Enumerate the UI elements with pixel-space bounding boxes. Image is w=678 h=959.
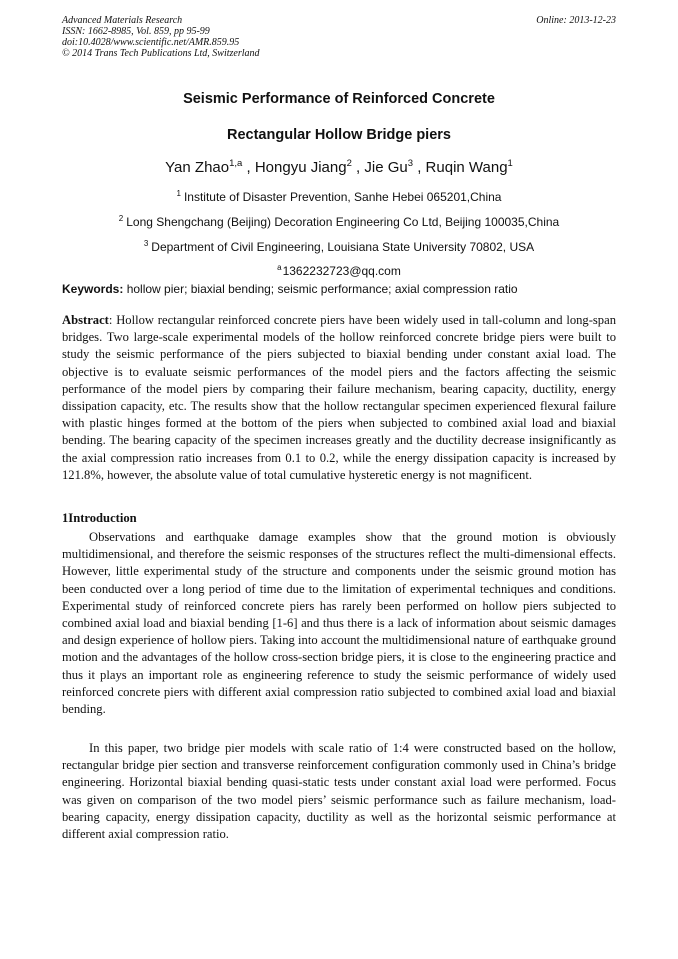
keywords-label: Keywords: <box>62 282 124 296</box>
keywords-text: hollow pier; biaxial bending; seismic performance; axial compression ratio <box>126 282 518 296</box>
section-heading-introduction: 1Introduction <box>62 511 137 525</box>
paper-title-line-2: Rectangular Hollow Bridge piers <box>227 127 451 143</box>
introduction-paragraph-2: In this paper, two bridge pier models with scale ratio of 1:4 were constructed based on the hollow, rectangular bridge pier section and transverse reinforcement configuration commonly used in China’s bridge engineering. Horizontal biaxial bending quasi-static tests under constant axial load were performed. Focus was given on comparison of the two model piers’ seismic performance such as failure mechanism, load-bearing capacity, energy dissipation capacity, ductility as well as the horizontal seismic performance at different axial compression ratio. <box>62 741 616 842</box>
affiliation-marker: 3 <box>143 239 149 248</box>
abstract <box>62 312 616 484</box>
affiliation-text: Long Shengchang (Beijing) Decoration Engineering Co Ltd, Beijing 100035,China <box>126 215 560 229</box>
affiliation-marker: 2 <box>118 214 124 223</box>
keywords <box>62 282 518 296</box>
affiliation-3 <box>0 240 678 254</box>
abstract-text: : Hollow rectangular reinforced concrete piers have been widely used in tall-column and long-span bridges. Two large-scale experimental models of the hollow reinforced concrete bridge piers were built to study the seismic performance of the piers subjected to biaxial bending under constant axial load. The objective is to evaluate seismic performances of the model piers and the factors affecting the seismic performance of the model piers by comparing their failure mechanism, bearing capacity, ductility, energy dissipation capacity, etc. The results show that the hollow rectangular specimen experienced flexural failure with plastic hinges formed at the bottom of the piers when subjected to combined axial load and biaxial bending. The bearing capacity of the specimen increases greatly and the ductility decrease insignificantly as the axial compression ratio increases from 0.1 to 0.2, while the energy dissipation capacity is increased by 121.8%, however, the absolute value of total cumulative hysteretic energy is not magnificent. <box>62 313 616 482</box>
abstract-label: Abstract <box>62 313 109 327</box>
author-affiliation-marker: 2 <box>346 158 352 169</box>
author-name: Hongyu Jiang <box>254 159 347 176</box>
online-date: Online: 2013-12-23 <box>536 15 616 26</box>
author-name: Yan Zhao <box>165 159 230 176</box>
email-text: 1362232723@qq.com <box>282 264 401 278</box>
issn-line: ISSN: 1662-8985, Vol. 859, pp 95-99 <box>62 26 210 37</box>
doi-line: doi:10.4028/www.scientific.net/AMR.859.95 <box>62 37 240 48</box>
affiliation-marker: 1 <box>176 189 181 198</box>
author-email <box>0 264 678 278</box>
author-name: Ruqin Wang <box>425 159 508 176</box>
author-name: Jie Gu <box>364 159 408 176</box>
author-list: Yan Zhao$^{1,a}$ , Hongyu Jiang$^2$ , Jie Gu$^3$ , Ruqin Wang$^1$ <box>165 158 513 176</box>
author-affiliation-marker: 3 <box>407 158 414 169</box>
introduction-paragraph-1: Observations and earthquake damage examples show that the ground motion is obviously multidimensional, and therefore the seismic responses of the structures reflect the multi-dimensional effects. However, little experimental study of the structure and components under the seismic ground motion has been conducted over a long period of time due to the limitation of experimental techniques and conditions. Experimental study of reinforced concrete piers has rarely been performed on hollow piers subjected to combined axial load and biaxial bending [1-6] and thus there is a lack of information about seismic damages and design experience of hollow piers. Taking into account the multidimensional nature of earthquake ground motion and the advantages of the hollow cross-section bridge piers, it is close to the engineering practice and thus it plays an important role as engineering reference to study the seismic performance of widely used reinforced concrete piers with different axial compression ratio subjected to combined axial load and biaxial bending. <box>62 530 616 717</box>
author-affiliation-marker: 1,a <box>229 158 243 169</box>
journal-info <box>62 15 260 59</box>
affiliation-text: Institute of Disaster Prevention, Sanhe Hebei 065201,China <box>183 190 502 204</box>
affiliation-text: Department of Civil Engineering, Louisiana State University 70802, USA <box>151 240 535 254</box>
paper-title-line-1: Seismic Performance of Reinforced Concrete <box>183 91 495 107</box>
affiliation-1 <box>0 190 678 204</box>
affiliation-2 <box>0 215 678 229</box>
author-affiliation-marker: 1 <box>507 158 513 169</box>
copyright-line: © 2014 Trans Tech Publications Ltd, Switzerland <box>62 48 260 59</box>
page-header <box>62 15 616 59</box>
affiliation-marker: a <box>277 263 282 272</box>
journal-name: Advanced Materials Research <box>62 15 183 26</box>
